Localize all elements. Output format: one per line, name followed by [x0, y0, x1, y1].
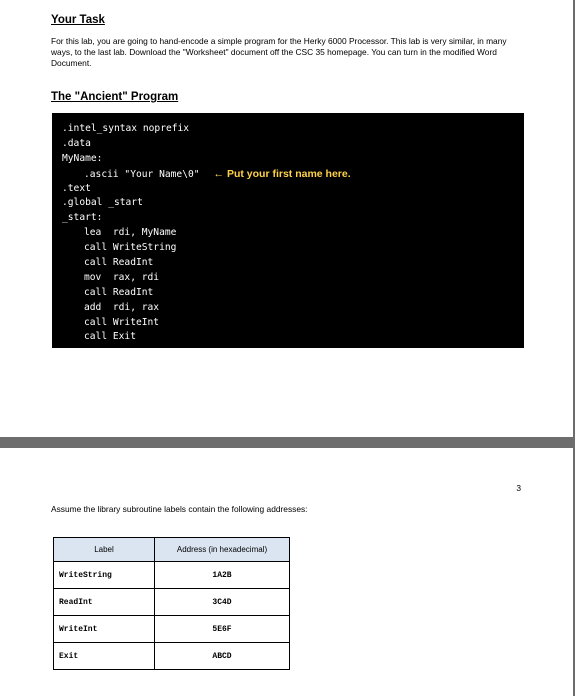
label-cell: ReadInt: [54, 589, 155, 616]
code-line: lea rdi, MyName: [84, 227, 177, 239]
task-paragraph: For this lab, you are going to hand-encode a simple program for the Herky 6000 Processor. This lab is very similar, in many ways, to the last lab. Download the "Worksheet" document off the CSC 35 homepage. You can turn in the modified Word Document.: [51, 36, 507, 68]
code-line: MyName:: [62, 152, 103, 164]
code-line: mov rax, rdi: [84, 271, 160, 283]
first-name-note: ← Put your first name here.: [213, 167, 351, 180]
program-heading: The "Ancient" Program: [51, 91, 179, 103]
table-row: [54, 562, 290, 589]
address-cell: 5E6F: [155, 616, 290, 643]
table-row: [54, 589, 290, 616]
code-line: add rdi, rax: [84, 301, 160, 313]
label-cell: WriteInt: [54, 616, 155, 643]
code-line: _start:: [62, 212, 103, 224]
code-line: .global _start: [62, 197, 143, 209]
address-cell: 1A2B: [155, 562, 290, 589]
task-heading: Your Task: [51, 14, 105, 26]
code-block: [52, 113, 524, 348]
document-page-2: [0, 448, 573, 696]
code-line: .ascii "Your Name\0": [84, 168, 200, 180]
address-cell: 3C4D: [155, 589, 290, 616]
code-line: call WriteString: [84, 242, 177, 254]
code-line: .intel_syntax noprefix: [62, 123, 190, 134]
code-line: call ReadInt: [84, 257, 154, 269]
code-line-with-note: [62, 167, 524, 182]
column-header-address: Address (in hexadecimal): [155, 538, 290, 562]
table-header-row: [54, 538, 290, 562]
address-cell: ABCD: [155, 643, 290, 670]
code-line: .data: [62, 137, 91, 149]
table-row: [54, 616, 290, 643]
table-row: [54, 643, 290, 670]
address-table: [53, 537, 290, 670]
code-line: call ReadInt: [84, 286, 154, 298]
code-line: call Exit: [84, 331, 136, 343]
label-cell: Exit: [54, 643, 155, 670]
code-line: call WriteInt: [84, 316, 160, 328]
code-line: .text: [62, 182, 91, 194]
page-number: 3: [516, 483, 521, 493]
table-intro: Assume the library subroutine labels contain the following addresses:: [51, 504, 308, 514]
column-header-label: Label: [54, 538, 155, 562]
label-cell: WriteString: [54, 562, 155, 589]
